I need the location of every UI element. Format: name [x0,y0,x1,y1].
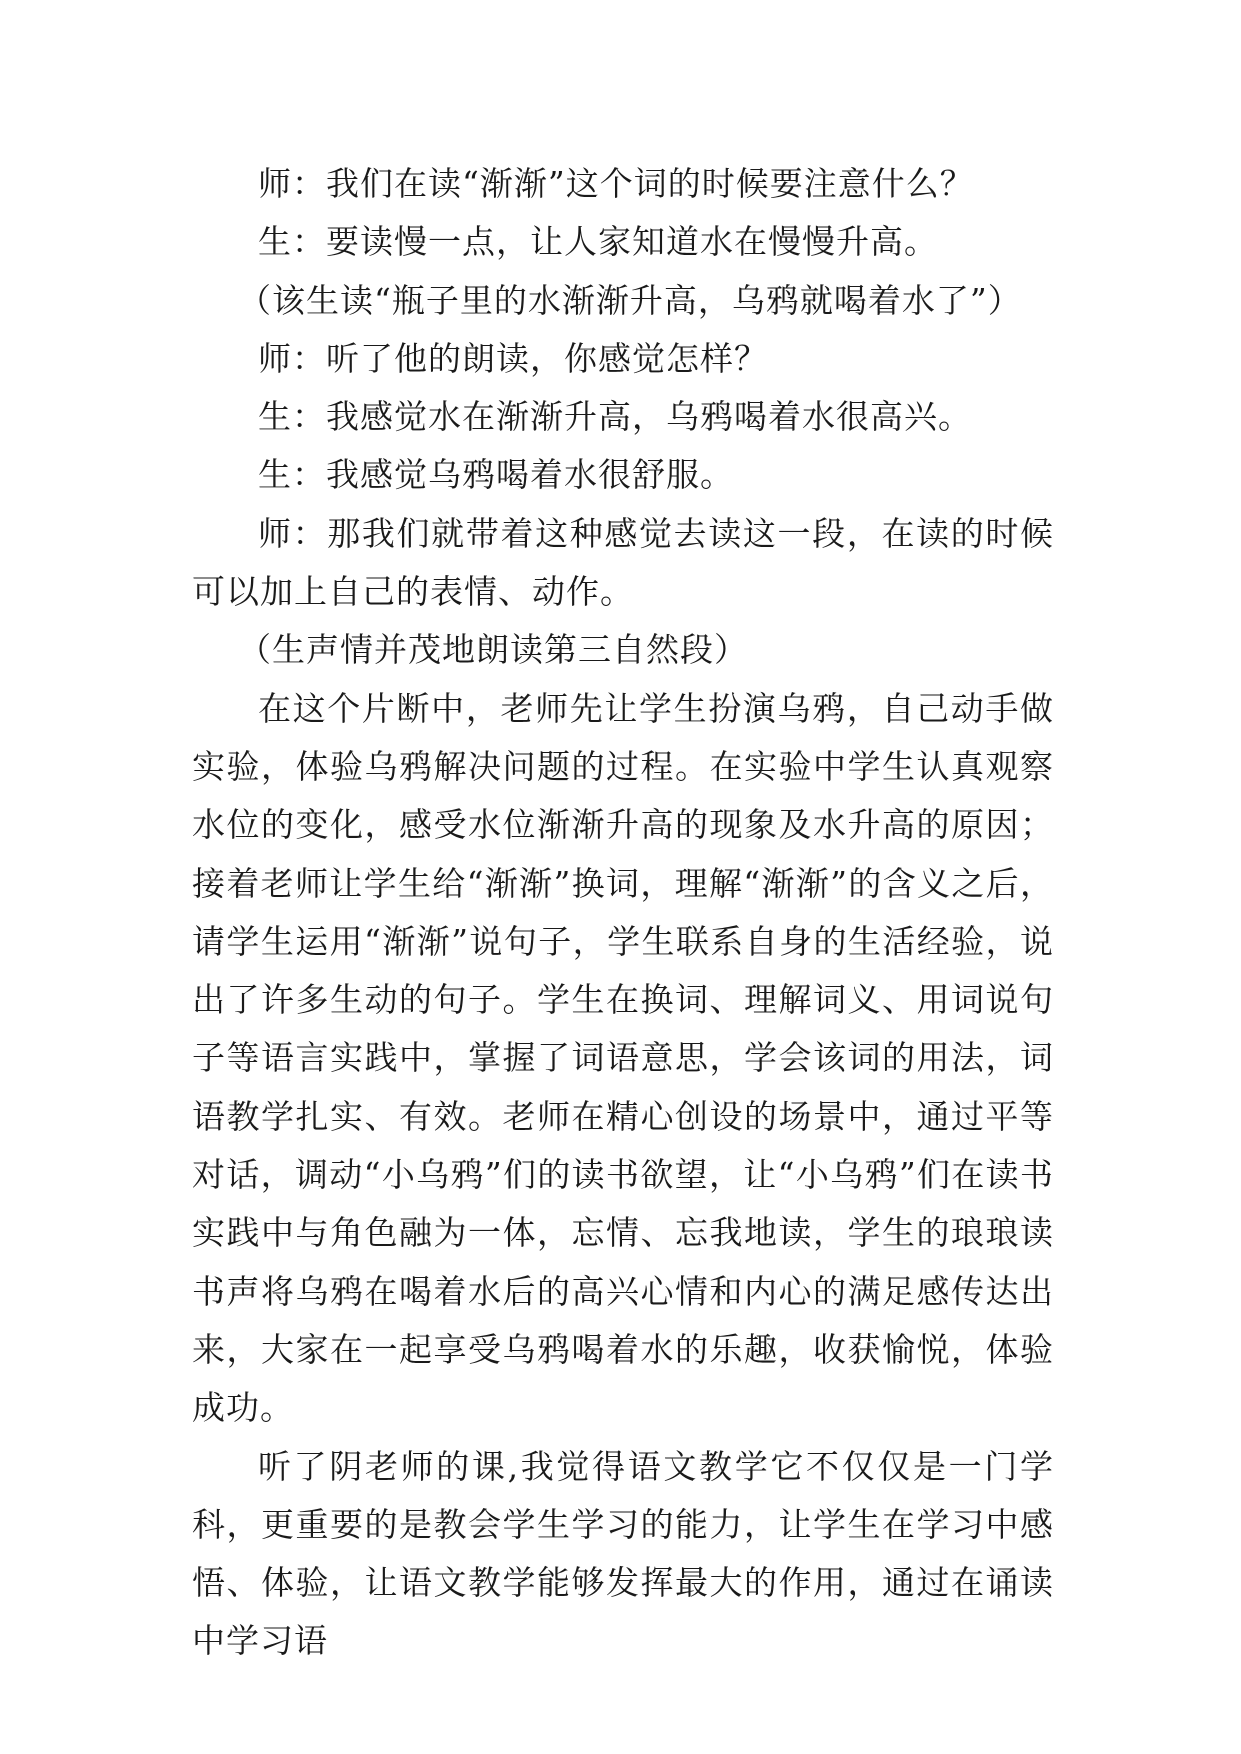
stage-note-reading: （该生读“瓶子里的水渐渐升高，乌鸦就喝着水了”） [238,280,1022,320]
analysis-paragraph: 在这个片断中，老师先让学生扮演乌鸦，自己动手做实验，体验乌鸦解决问题的过程。在实验中学生认真观察水位的变化，感受水位渐渐升高的现象及水升高的原因；接着老师让学生给“渐渐”换词，理解“渐渐”的含义之后，请学生运用“渐渐”说句子，学生联系自身的生活经验，说出了许多生动的句子。学生在换词、理解词义、用词说句子等语言实践中，掌握了词语意思，学会该词的用法，词语教学扎实、有效。老师在精心创设的场景中，通过平等对话，调动“小乌鸦”们的读书欲望，让“小乌鸦”们在读书实践中与角色融为一体，忘情、忘我地读，学生的琅琅读书声将乌鸦在喝着水后的高兴心情和内心的满足感传达出来，大家在一起享受乌鸦喝着水的乐趣，收获愉悦，体验成功。 [192,688,1054,1428]
dialogue-student-answer: 生：要读慢一点，让人家知道水在慢慢升高。 [258,222,938,262]
dialogue-teacher-question: 师：听了他的朗读，你感觉怎样？ [258,338,768,378]
reflection-paragraph: 听了阴老师的课,我觉得语文教学它不仅仅是一门学科，更重要的是教会学生学习的能力，让学生在学习中感悟、体验，让语文教学能够发挥最大的作用，通过在诵读中学习语 [192,1446,1054,1661]
dialogue-student-answer: 生：我感觉水在渐渐升高，乌鸦喝着水很高兴。 [258,397,972,437]
document-body [192,155,1054,1671]
dialogue-teacher-instruction: 师：那我们就带着这种感觉去读这一段，在读的时候可以加上自己的表情、动作。 [192,513,1054,612]
dialogue-teacher-question: 师：我们在读“渐渐”这个词的时候要注意什么？ [258,164,974,203]
dialogue-student-answer: 生：我感觉乌鸦喝着水很舒服。 [258,455,734,495]
stage-note-reading: （生声情并茂地朗读第三自然段） [238,630,748,670]
